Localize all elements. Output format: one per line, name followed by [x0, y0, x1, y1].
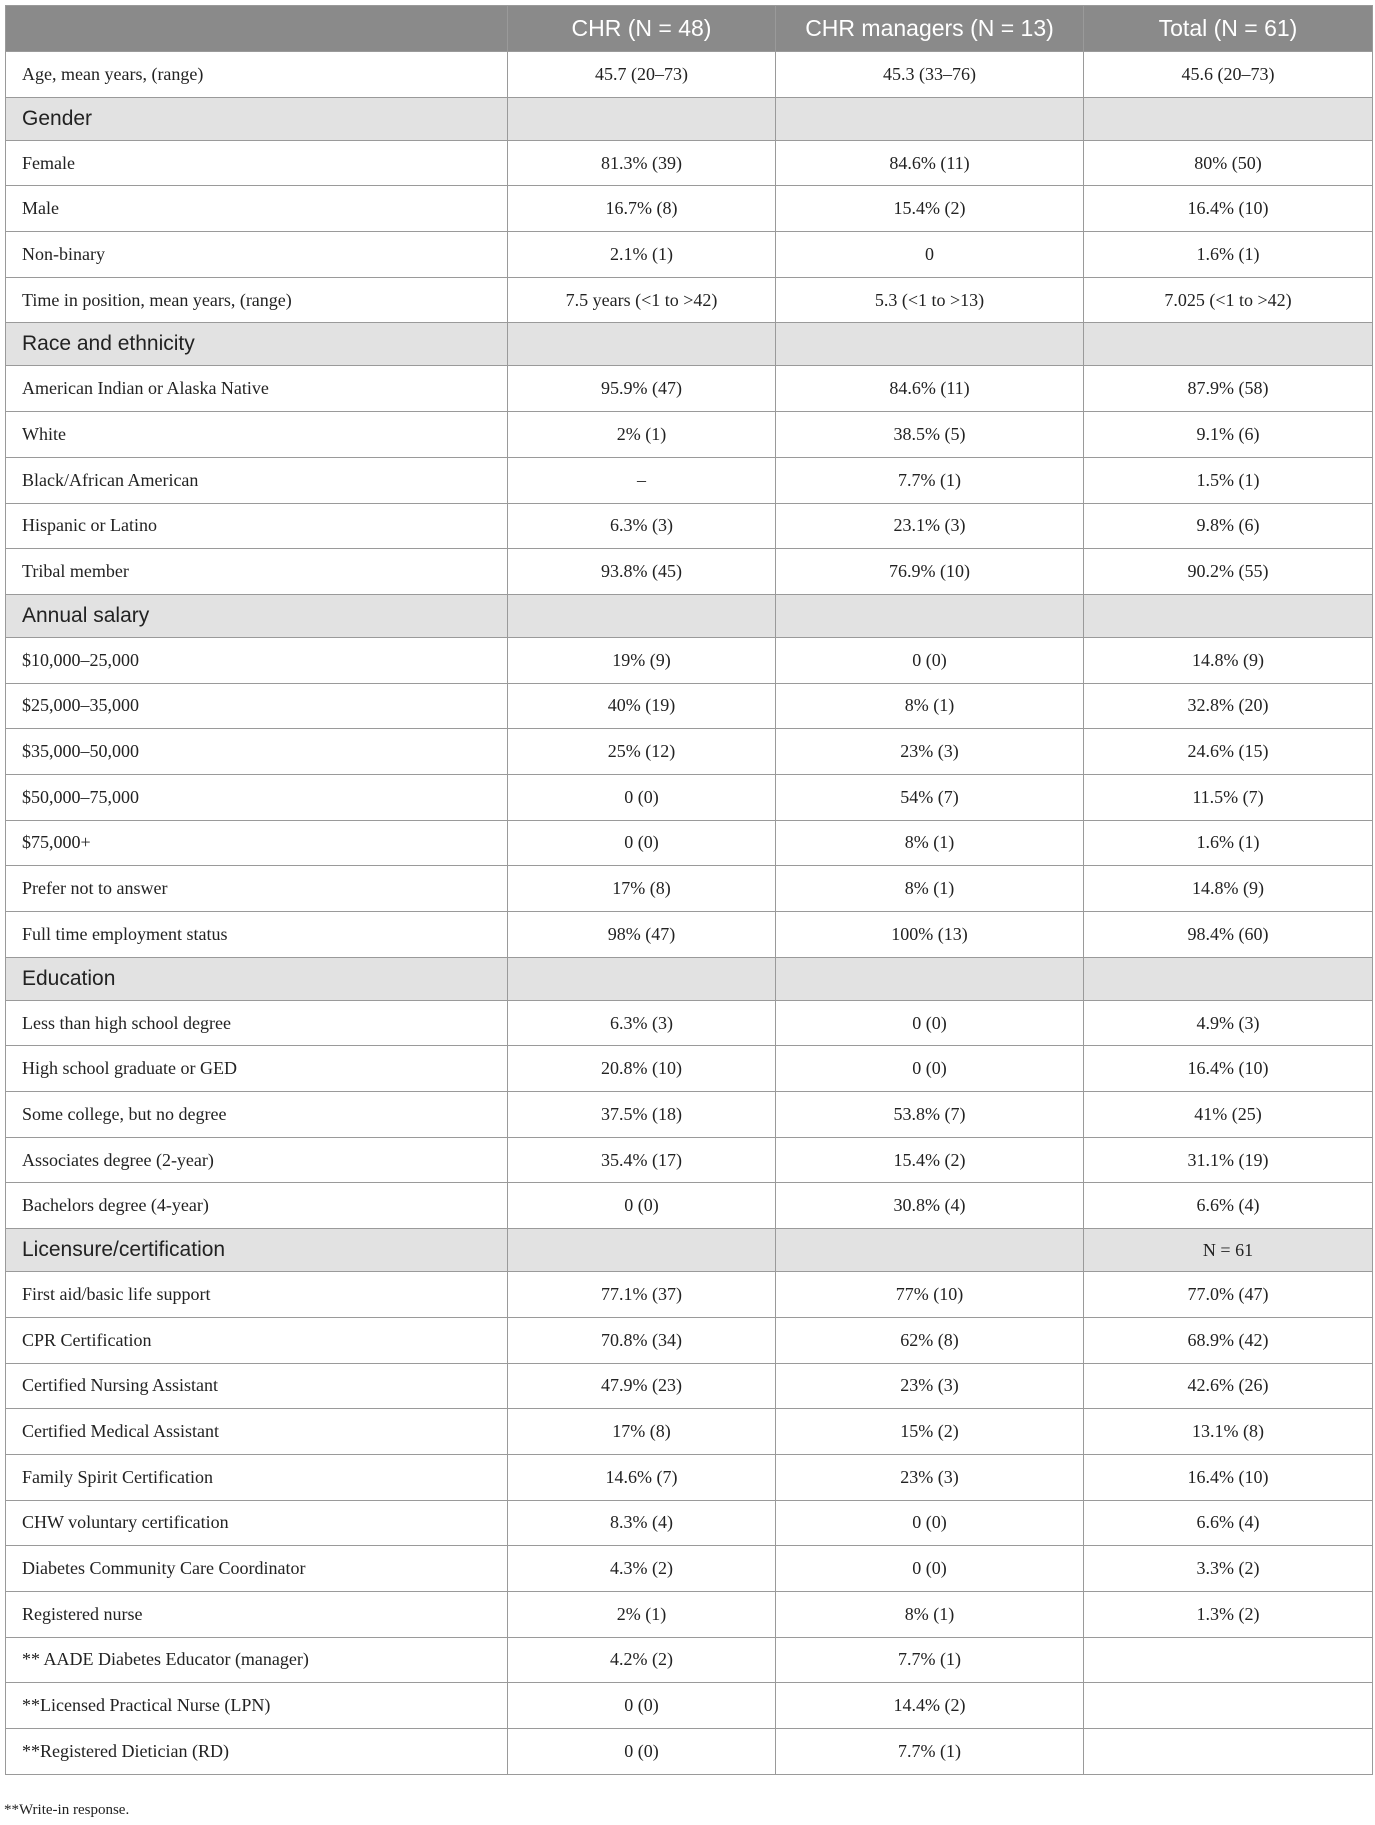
row-label: American Indian or Alaska Native: [6, 366, 508, 412]
cell-chr: 35.4% (17): [508, 1137, 776, 1183]
cell-total: 1.3% (2): [1084, 1591, 1373, 1637]
table-row: [6, 1000, 1373, 1046]
cell-chr-managers: 8% (1): [776, 866, 1084, 912]
cell-total: 31.1% (19): [1084, 1137, 1373, 1183]
cell-chr: 6.3% (3): [508, 1000, 776, 1046]
row-label: CPR Certification: [6, 1317, 508, 1363]
cell-total: 6.6% (4): [1084, 1183, 1373, 1229]
cell-chr-managers: 5.3 (<1 to >13): [776, 277, 1084, 323]
cell-total: [1084, 1729, 1373, 1775]
cell-total: 1.5% (1): [1084, 457, 1373, 503]
cell-chr-managers: 45.3 (33–76): [776, 52, 1084, 98]
cell-chr-managers: [776, 594, 1084, 637]
cell-total: 14.8% (9): [1084, 637, 1373, 683]
row-label: Certified Medical Assistant: [6, 1409, 508, 1455]
section-header-row: [6, 97, 1373, 140]
cell-chr-managers: [776, 97, 1084, 140]
cell-total: 1.6% (1): [1084, 232, 1373, 278]
cell-chr-managers: 0 (0): [776, 1046, 1084, 1092]
cell-chr-managers: [776, 957, 1084, 1000]
cell-chr-managers: 7.7% (1): [776, 1729, 1084, 1775]
cell-chr: 25% (12): [508, 729, 776, 775]
cell-chr: 8.3% (4): [508, 1500, 776, 1546]
cell-total: 87.9% (58): [1084, 366, 1373, 412]
table-row: [6, 1183, 1373, 1229]
cell-total: 32.8% (20): [1084, 683, 1373, 729]
cell-total: [1084, 1637, 1373, 1683]
cell-chr: 81.3% (39): [508, 140, 776, 186]
cell-chr-managers: 7.7% (1): [776, 1637, 1084, 1683]
header-cell-label: [6, 6, 508, 52]
table-row: [6, 1272, 1373, 1318]
cell-chr: 0 (0): [508, 1729, 776, 1775]
table-row: [6, 140, 1373, 186]
table-row: [6, 1729, 1373, 1775]
cell-total: 9.1% (6): [1084, 412, 1373, 458]
row-label: Bachelors degree (4-year): [6, 1183, 508, 1229]
table-row: [6, 866, 1373, 912]
cell-chr-managers: 53.8% (7): [776, 1092, 1084, 1138]
cell-chr: 19% (9): [508, 637, 776, 683]
table-row: [6, 366, 1373, 412]
row-label: $10,000–25,000: [6, 637, 508, 683]
row-label: White: [6, 412, 508, 458]
cell-chr-managers: 23% (3): [776, 729, 1084, 775]
section-title: Annual salary: [6, 594, 508, 637]
section-title: Gender: [6, 97, 508, 140]
cell-chr: 20.8% (10): [508, 1046, 776, 1092]
cell-chr-managers: 62% (8): [776, 1317, 1084, 1363]
cell-chr: 70.8% (34): [508, 1317, 776, 1363]
cell-total: [1084, 323, 1373, 366]
cell-chr: 14.6% (7): [508, 1454, 776, 1500]
cell-total: 98.4% (60): [1084, 912, 1373, 958]
row-label: Family Spirit Certification: [6, 1454, 508, 1500]
row-label: Full time employment status: [6, 912, 508, 958]
row-label: $25,000–35,000: [6, 683, 508, 729]
cell-chr-managers: [776, 1229, 1084, 1272]
table-row: [6, 503, 1373, 549]
cell-total: 14.8% (9): [1084, 866, 1373, 912]
row-label: Black/African American: [6, 457, 508, 503]
cell-total: 24.6% (15): [1084, 729, 1373, 775]
cell-total: [1084, 1683, 1373, 1729]
table-header-row: [6, 6, 1373, 52]
cell-chr: 17% (8): [508, 1409, 776, 1455]
cell-chr: 4.3% (2): [508, 1546, 776, 1592]
cell-chr-managers: [776, 323, 1084, 366]
cell-chr-managers: 77% (10): [776, 1272, 1084, 1318]
cell-chr-managers: 100% (13): [776, 912, 1084, 958]
row-label: Some college, but no degree: [6, 1092, 508, 1138]
cell-chr-managers: 23.1% (3): [776, 503, 1084, 549]
cell-chr-managers: 15.4% (2): [776, 1137, 1084, 1183]
table-row: [6, 1500, 1373, 1546]
row-label: $50,000–75,000: [6, 774, 508, 820]
row-label: Age, mean years, (range): [6, 52, 508, 98]
row-label: CHW voluntary certification: [6, 1500, 508, 1546]
row-label: Female: [6, 140, 508, 186]
cell-chr: [508, 323, 776, 366]
row-label: ** AADE Diabetes Educator (manager): [6, 1637, 508, 1683]
header-cell-total: Total (N = 61): [1084, 6, 1373, 52]
table-row: [6, 774, 1373, 820]
cell-chr: 45.7 (20–73): [508, 52, 776, 98]
row-label: Associates degree (2-year): [6, 1137, 508, 1183]
cell-total: 16.4% (10): [1084, 186, 1373, 232]
table-row: [6, 820, 1373, 866]
cell-total: [1084, 594, 1373, 637]
cell-chr: 40% (19): [508, 683, 776, 729]
section-title: Race and ethnicity: [6, 323, 508, 366]
row-label: Tribal member: [6, 549, 508, 595]
cell-chr-managers: 8% (1): [776, 683, 1084, 729]
cell-chr-managers: 8% (1): [776, 820, 1084, 866]
cell-total: 45.6 (20–73): [1084, 52, 1373, 98]
row-label: **Licensed Practical Nurse (LPN): [6, 1683, 508, 1729]
table-row: [6, 52, 1373, 98]
cell-chr: 0 (0): [508, 774, 776, 820]
cell-chr-managers: 7.7% (1): [776, 457, 1084, 503]
cell-chr-managers: 0 (0): [776, 1000, 1084, 1046]
cell-chr: 0 (0): [508, 1183, 776, 1229]
cell-total: 9.8% (6): [1084, 503, 1373, 549]
table-row: [6, 549, 1373, 595]
cell-chr-managers: 14.4% (2): [776, 1683, 1084, 1729]
table-row: [6, 912, 1373, 958]
table-row: [6, 729, 1373, 775]
cell-total: 16.4% (10): [1084, 1454, 1373, 1500]
cell-chr: 77.1% (37): [508, 1272, 776, 1318]
cell-total: 6.6% (4): [1084, 1500, 1373, 1546]
cell-chr: 95.9% (47): [508, 366, 776, 412]
cell-total: 13.1% (8): [1084, 1409, 1373, 1455]
table-row: [6, 1546, 1373, 1592]
table-row: [6, 412, 1373, 458]
cell-total: N = 61: [1084, 1229, 1373, 1272]
header-cell-chr-managers: CHR managers (N = 13): [776, 6, 1084, 52]
cell-chr: 47.9% (23): [508, 1363, 776, 1409]
section-header-row: [6, 1229, 1373, 1272]
cell-chr-managers: 84.6% (11): [776, 140, 1084, 186]
cell-chr: 2% (1): [508, 1591, 776, 1637]
row-label: Male: [6, 186, 508, 232]
row-label: High school graduate or GED: [6, 1046, 508, 1092]
cell-chr: –: [508, 457, 776, 503]
row-label: Less than high school degree: [6, 1000, 508, 1046]
table-row: [6, 1092, 1373, 1138]
cell-chr-managers: 0 (0): [776, 1500, 1084, 1546]
cell-chr: 2.1% (1): [508, 232, 776, 278]
cell-chr: [508, 957, 776, 1000]
cell-chr: 37.5% (18): [508, 1092, 776, 1138]
row-label: First aid/basic life support: [6, 1272, 508, 1318]
row-label: Hispanic or Latino: [6, 503, 508, 549]
cell-chr: 0 (0): [508, 820, 776, 866]
cell-chr-managers: 84.6% (11): [776, 366, 1084, 412]
cell-total: 11.5% (7): [1084, 774, 1373, 820]
cell-total: 7.025 (<1 to >42): [1084, 277, 1373, 323]
row-label: Time in position, mean years, (range): [6, 277, 508, 323]
cell-chr-managers: 23% (3): [776, 1363, 1084, 1409]
section-header-row: [6, 594, 1373, 637]
row-label: Certified Nursing Assistant: [6, 1363, 508, 1409]
cell-chr: 0 (0): [508, 1683, 776, 1729]
cell-chr-managers: 30.8% (4): [776, 1183, 1084, 1229]
cell-chr-managers: 54% (7): [776, 774, 1084, 820]
cell-chr-managers: 8% (1): [776, 1591, 1084, 1637]
cell-chr-managers: 15.4% (2): [776, 186, 1084, 232]
table-row: [6, 1137, 1373, 1183]
cell-chr-managers: 0 (0): [776, 1546, 1084, 1592]
table-row: [6, 1454, 1373, 1500]
demographics-table-container: [5, 5, 1372, 1775]
table-footnote: **Write-in response.: [4, 1802, 130, 1818]
cell-total: 3.3% (2): [1084, 1546, 1373, 1592]
cell-total: 42.6% (26): [1084, 1363, 1373, 1409]
table-row: [6, 186, 1373, 232]
cell-chr: 7.5 years (<1 to >42): [508, 277, 776, 323]
table-row: [6, 1046, 1373, 1092]
cell-chr: 17% (8): [508, 866, 776, 912]
row-label: $35,000–50,000: [6, 729, 508, 775]
cell-chr: 2% (1): [508, 412, 776, 458]
table-body: [6, 52, 1373, 1775]
row-label: Non-binary: [6, 232, 508, 278]
cell-total: 1.6% (1): [1084, 820, 1373, 866]
cell-total: 80% (50): [1084, 140, 1373, 186]
cell-chr-managers: 38.5% (5): [776, 412, 1084, 458]
cell-chr-managers: 15% (2): [776, 1409, 1084, 1455]
table-row: [6, 1317, 1373, 1363]
cell-chr: [508, 97, 776, 140]
cell-chr-managers: 0 (0): [776, 637, 1084, 683]
row-label: Registered nurse: [6, 1591, 508, 1637]
cell-total: 68.9% (42): [1084, 1317, 1373, 1363]
table-row: [6, 637, 1373, 683]
cell-chr-managers: 23% (3): [776, 1454, 1084, 1500]
cell-total: 4.9% (3): [1084, 1000, 1373, 1046]
cell-total: 90.2% (55): [1084, 549, 1373, 595]
section-title: Education: [6, 957, 508, 1000]
cell-total: [1084, 97, 1373, 140]
cell-total: 16.4% (10): [1084, 1046, 1373, 1092]
demographics-table: [5, 5, 1373, 1775]
table-row: [6, 457, 1373, 503]
cell-chr: 98% (47): [508, 912, 776, 958]
table-row: [6, 1591, 1373, 1637]
cell-total: [1084, 957, 1373, 1000]
table-row: [6, 1409, 1373, 1455]
table-row: [6, 232, 1373, 278]
cell-total: 77.0% (47): [1084, 1272, 1373, 1318]
section-header-row: [6, 957, 1373, 1000]
section-header-row: [6, 323, 1373, 366]
cell-chr: 16.7% (8): [508, 186, 776, 232]
row-label: Diabetes Community Care Coordinator: [6, 1546, 508, 1592]
section-title: Licensure/certification: [6, 1229, 508, 1272]
header-cell-chr: CHR (N = 48): [508, 6, 776, 52]
table-row: [6, 277, 1373, 323]
row-label: **Registered Dietician (RD): [6, 1729, 508, 1775]
cell-chr: 4.2% (2): [508, 1637, 776, 1683]
cell-chr-managers: 0: [776, 232, 1084, 278]
cell-chr: 6.3% (3): [508, 503, 776, 549]
cell-total: 41% (25): [1084, 1092, 1373, 1138]
cell-chr: 93.8% (45): [508, 549, 776, 595]
row-label: Prefer not to answer: [6, 866, 508, 912]
table-row: [6, 683, 1373, 729]
table-row: [6, 1363, 1373, 1409]
row-label: $75,000+: [6, 820, 508, 866]
table-row: [6, 1683, 1373, 1729]
cell-chr: [508, 1229, 776, 1272]
cell-chr-managers: 76.9% (10): [776, 549, 1084, 595]
table-row: [6, 1637, 1373, 1683]
cell-chr: [508, 594, 776, 637]
